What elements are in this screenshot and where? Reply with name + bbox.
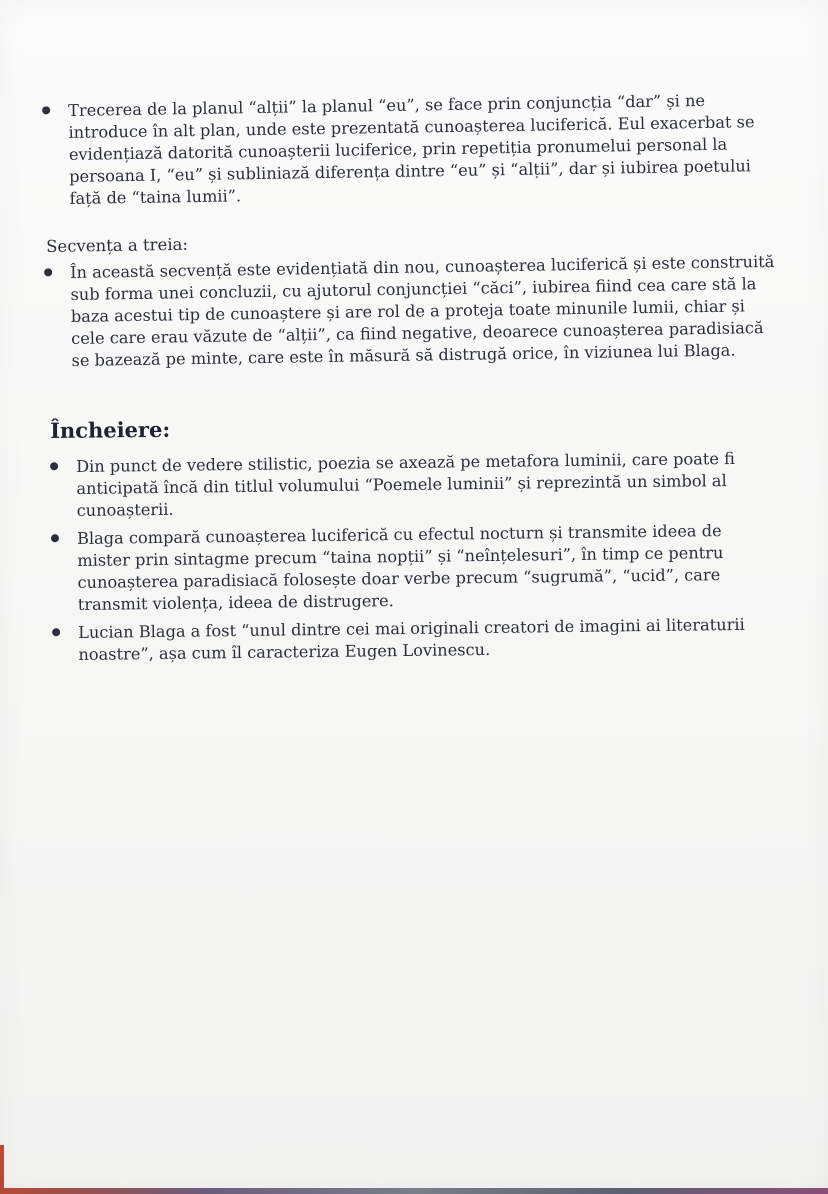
bullet-text: În această secvență este evidențiată din nou, cunoașterea luciferică și este construită sub forma unei concluzii, cu ajutorul conjuncției “căci”, iubirea fiind cea care stă la baza acestui tip de cunoaștere și are rol de a proteja toate minunile lumii, chiar și cele care erau văzute de “alții”, ca fiind negative, deoarece cunoașterea paradisiacă se bazează pe minte, care este în măsură să distrugă orice, în viziunea lui Blaga. <box>70 251 775 370</box>
bullet-text: Lucian Blaga a fost “unul dintre cei mai originali creatori de imagini ai literaturii noastre”, așa cum îl caracteriza Eugen Lovinescu. <box>78 614 745 664</box>
list-item <box>68 89 778 210</box>
section3-list <box>70 251 782 372</box>
list-item <box>77 519 778 616</box>
list-item <box>70 251 782 372</box>
bullet-dot-icon <box>50 462 58 470</box>
bullet-dot-icon <box>42 106 50 114</box>
conclusion-list <box>76 447 779 672</box>
section-title: Secvența a treia: <box>46 234 189 256</box>
bullet-text: Blaga compară cunoașterea luciferică cu efectul nocturn și transmite ideea de mister prin sintagme precum “taina nopții” și “neînțelesuri”, în timp ce pentru cunoașterea paradisiacă folosește doar verbe precum “sugrumă”, “ucid”, care transmit violența, ideea de distrugere. <box>76 521 724 614</box>
section2-list <box>68 89 778 210</box>
bullet-dot-icon <box>51 534 59 542</box>
bullet-dot-icon <box>44 268 52 276</box>
list-item <box>78 613 778 666</box>
bullet-text: Din punct de vedere stilistic, poezia se axează pe metafora luminii, care poate fi anticipată încă din titlul volumului “Poemele luminii” și reprezintă un simbol al cunoașterii. <box>76 448 735 520</box>
bullet-text: Trecerea de la planul “alții” la planul “eu”, se face prin conjuncția “dar” și ne introduce în alt plan, unde este prezentată cunoașterea luciferică. Eul exacerbat se evidențiază datorită cunoașterii luciferice, prin repetiția pronumelui personal la persoana I, “eu” și subliniază diferența dintre “eu” și “alții”, dar și iubirea poetului față de “taina lumii”. <box>68 90 755 208</box>
list-item <box>76 447 777 522</box>
bullet-dot-icon <box>52 628 60 636</box>
conclusion-heading: Încheiere: <box>49 416 171 443</box>
